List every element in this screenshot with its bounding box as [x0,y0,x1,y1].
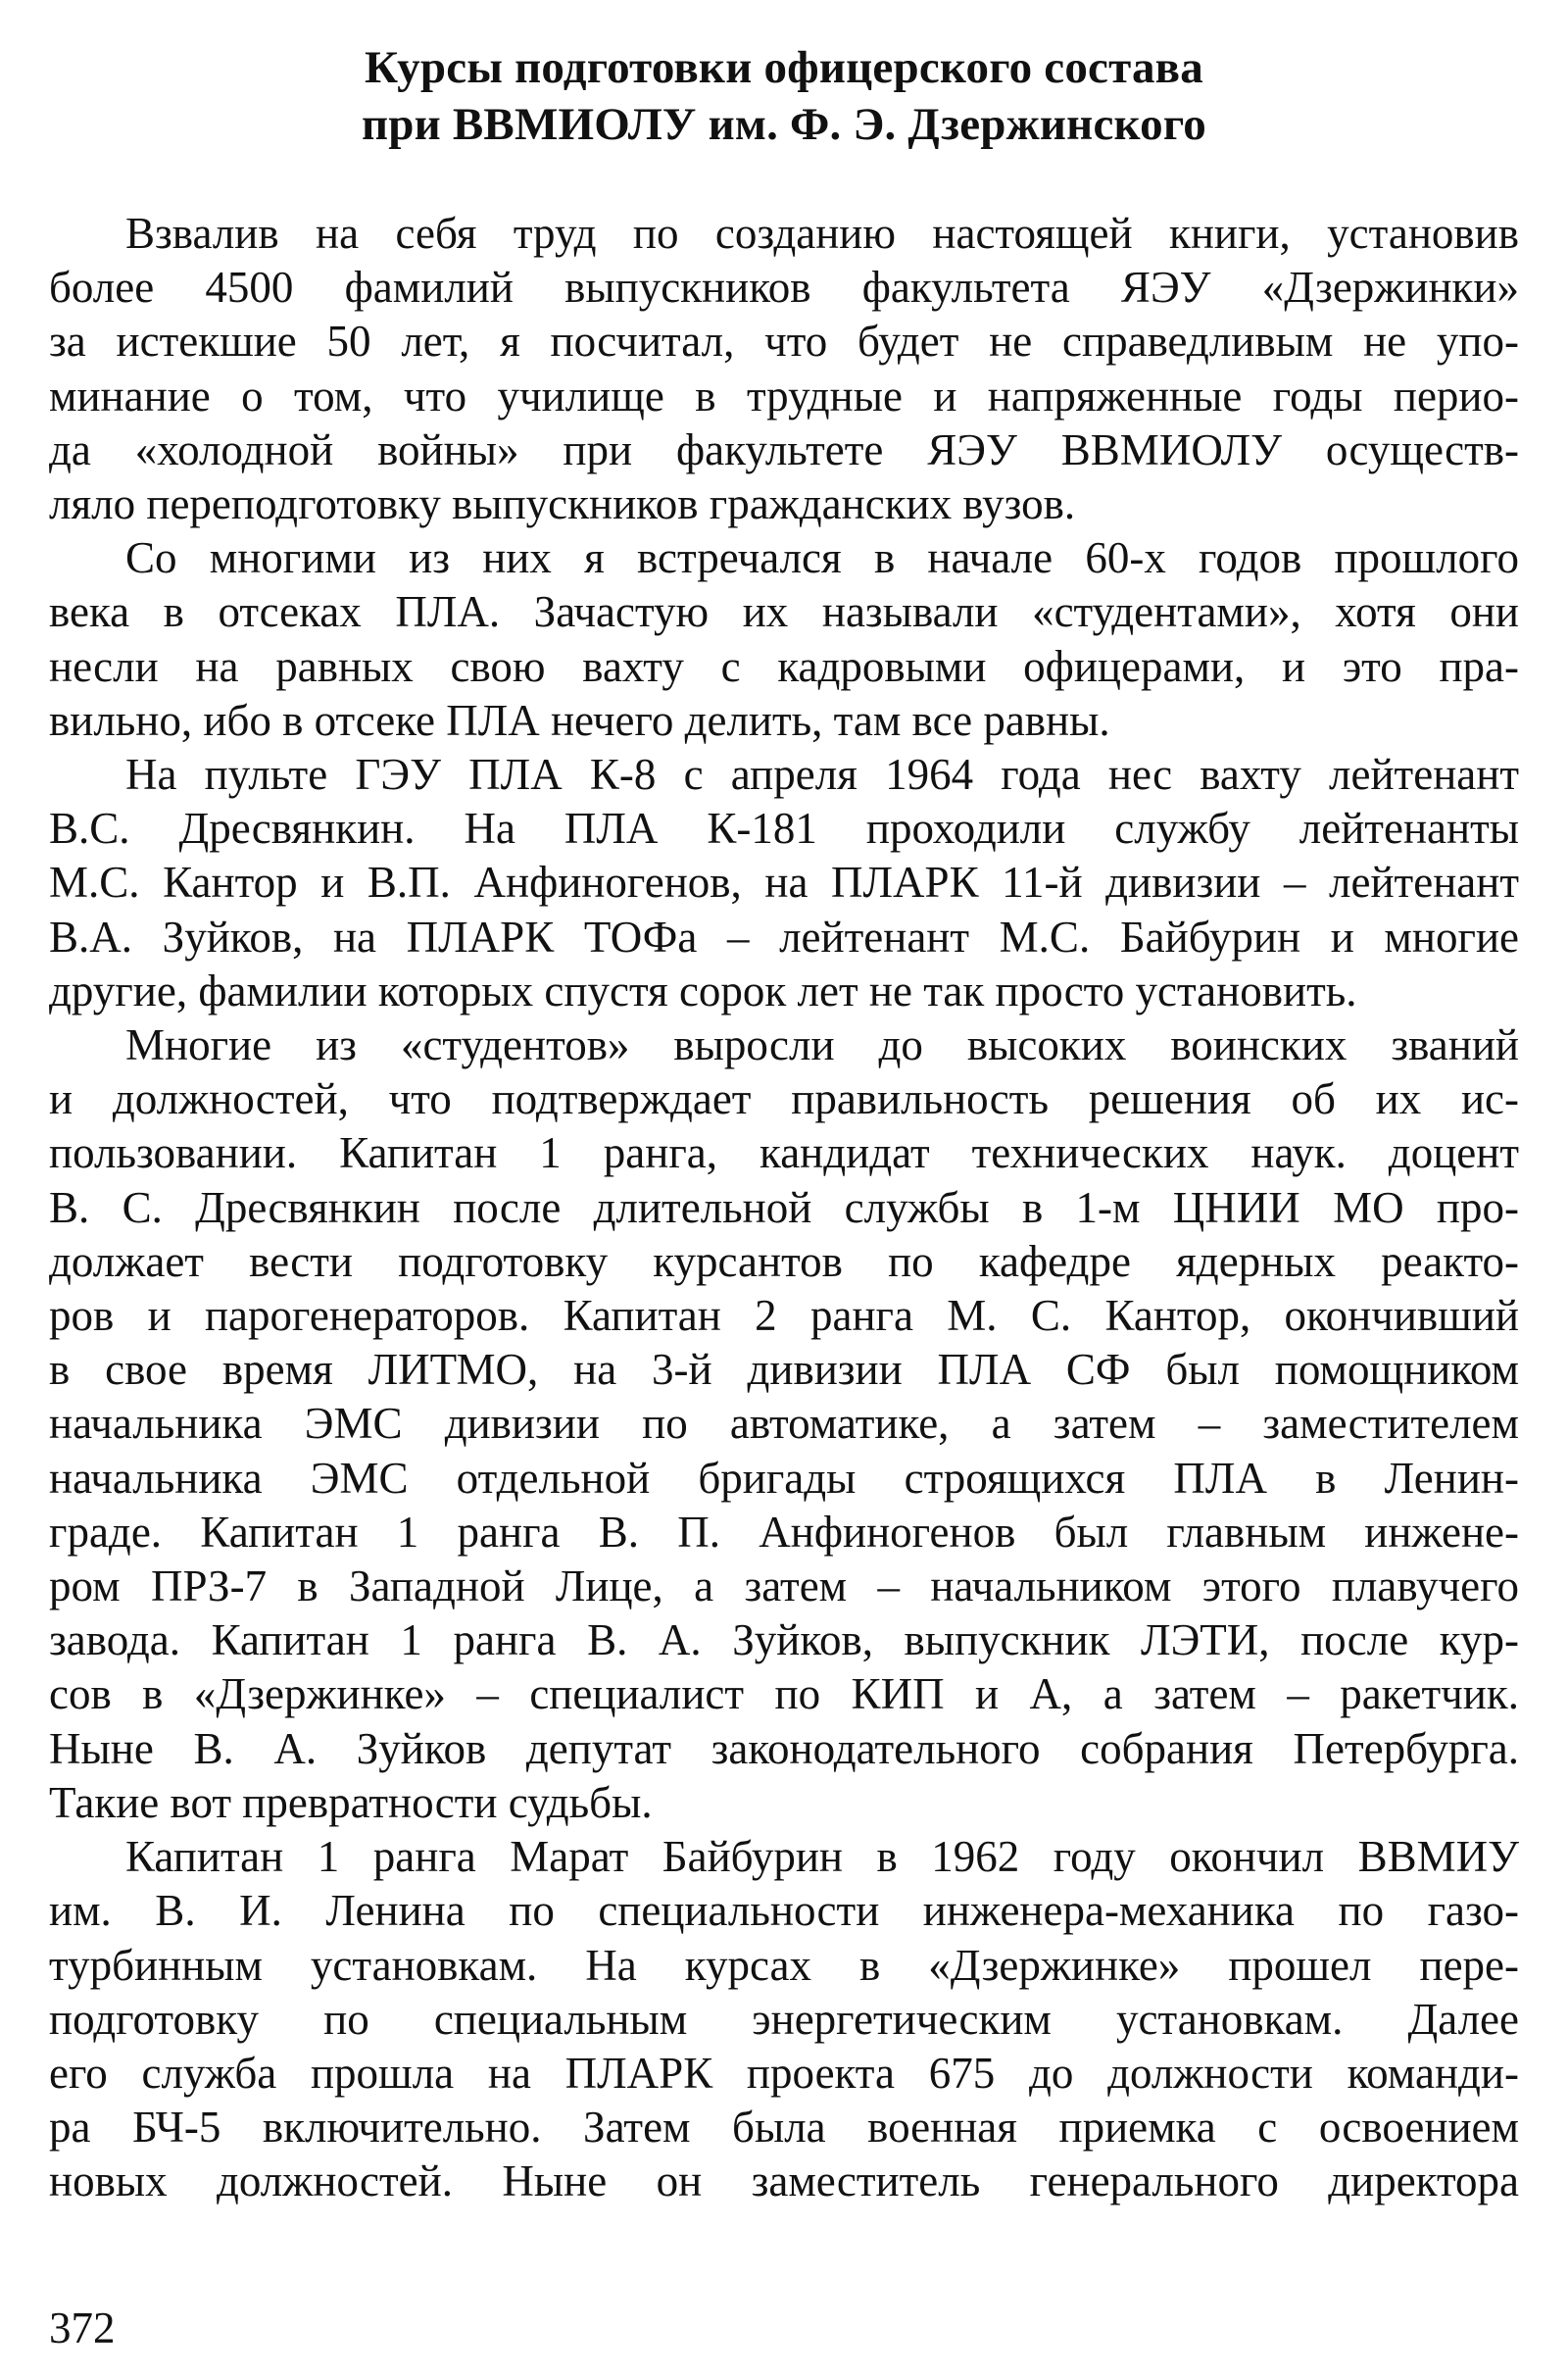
page-number: 372 [49,2303,116,2352]
text-line: в свое время ЛИТМО, на 3-й дивизии ПЛА СФ был помощником [49,1345,1519,1395]
text-line: пользовании. Капитан 1 ранга, кандидат технических наук. доцент [49,1128,1519,1178]
text-line: его служба прошла на ПЛАРК проекта 675 до должности команди- [49,2048,1519,2098]
text-line: В. С. Дресвянкин после длительной службы в 1-м ЦНИИ МО про- [49,1182,1519,1232]
text-line: ляло переподготовку выпускников гражданских вузов. [49,479,1076,529]
text-line: Со многими из них я встречался в начале 60-х годов прошлого [125,533,1519,583]
body-text [49,207,1519,2209]
text-line: за истекшие 50 лет, я посчитал, что будет не справедливым не упо- [49,317,1519,367]
text-line: другие, фамилии которых спустя сорок лет не так просто установить. [49,966,1357,1015]
text-line: более 4500 фамилий выпускников факультета ЯЭУ «Дзержинки» [49,263,1519,313]
text-line: подготовку по специальным энергетическим установкам. Далее [49,1994,1519,2044]
text-line: века в отсеках ПЛА. Зачастую их называли «студентами», хотя они [49,587,1519,637]
text-line: завода. Капитан 1 ранга В. А. Зуйков, выпускник ЛЭТИ, после кур- [49,1615,1519,1665]
text-line: начальника ЭМС отдельной бригады строящихся ПЛА в Ленин- [49,1453,1519,1503]
paragraph [49,748,1519,1018]
text-line: Такие вот превратности судьбы. [49,1777,653,1827]
text-line: да «холодной войны» при факультете ЯЭУ ВВМИОЛУ осуществ- [49,424,1519,474]
text-line: ров и парогенераторов. Капитан 2 ранга М. С. Кантор, окончивший [49,1291,1519,1341]
text-line: должает вести подготовку курсантов по кафедре ядерных реакто- [49,1236,1519,1286]
text-line: им. В. И. Ленина по специальности инженера-механика по газо- [49,1886,1519,1936]
text-line: и должностей, что подтверждает правильность решения об их ис- [49,1074,1519,1124]
text-line: В.С. Дресвянкин. На ПЛА К-181 проходили службу лейтенанты [49,804,1519,854]
section-title-line-1: Курсы подготовки офицерского состава [365,42,1203,93]
text-line: сов в «Дзержинке» – специалист по КИП и А, а затем – ракетчик. [49,1669,1519,1719]
text-line: начальника ЭМС дивизии по автоматике, а затем – заместителем [49,1399,1519,1449]
text-line: вильно, ибо в отсеке ПЛА нечего делить, там все равны. [49,695,1110,745]
text-line: несли на равных свою вахту с кадровыми офицерами, и это пра- [49,641,1519,691]
text-line: Капитан 1 ранга Марат Байбурин в 1962 году окончил ВВМИУ [125,1832,1519,1882]
paragraph [49,531,1519,748]
text-line: На пульте ГЭУ ПЛА К-8 с апреля 1964 года нес вахту лейтенант [125,750,1519,800]
paragraph [49,207,1519,531]
text-line: М.С. Кантор и В.П. Анфиногенов, на ПЛАРК 11-й дивизии – лейтенант [49,858,1519,908]
text-line: ром ПРЗ-7 в Западной Лице, а затем – начальником этого плавучего [49,1561,1519,1611]
text-line: Многие из «студентов» выросли до высоких воинских званий [125,1020,1519,1070]
paragraph [49,1018,1519,1830]
text-line: Взвалив на себя труд по созданию настоящей книги, установив [125,209,1519,258]
text-line: новых должностей. Ныне он заместитель генерального директора [49,2156,1519,2206]
text-line: турбинным установкам. На курсах в «Дзержинке» прошел пере- [49,1940,1519,1990]
text-line: Ныне В. А. Зуйков депутат законодательного собрания Петербурга. [49,1723,1519,1773]
text-line: граде. Капитан 1 ранга В. П. Анфиногенов был главным инжене- [49,1507,1519,1557]
text-line: В.А. Зуйков, на ПЛАРК ТОФа – лейтенант М.С. Байбурин и многие [49,912,1519,962]
book-page [49,39,1519,2352]
section-title [49,39,1519,153]
text-line: ра БЧ-5 включительно. Затем была военная приемка с освоением [49,2103,1519,2153]
paragraph [49,1830,1519,2208]
text-line: минание о том, что училище в трудные и напряженные годы перио- [49,371,1519,421]
section-title-line-2: при ВВМИОЛУ им. Ф. Э. Дзержинского [362,99,1206,150]
